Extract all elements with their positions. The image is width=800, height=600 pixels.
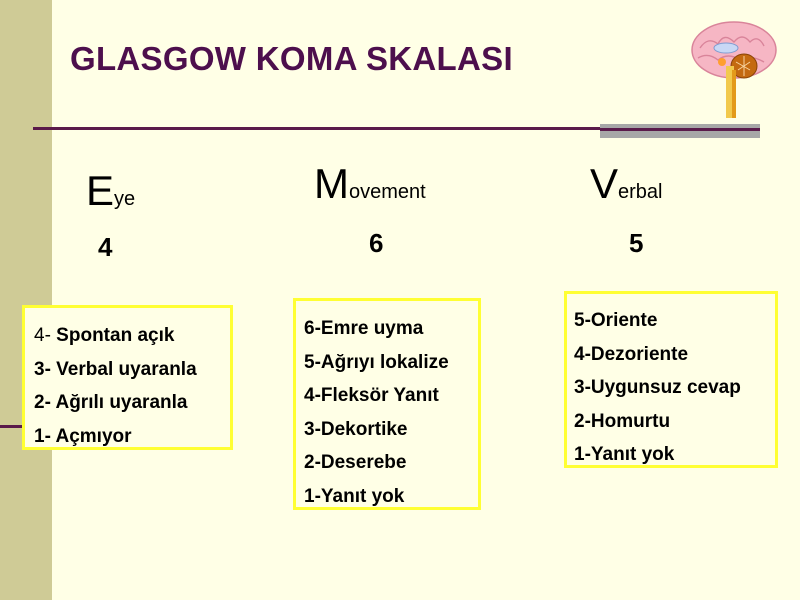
category-initial: M xyxy=(314,160,349,207)
movement-response-box xyxy=(293,298,481,510)
category-verbal xyxy=(590,160,663,207)
list-item: 1- Açmıyor xyxy=(34,425,132,447)
slide-title: GLASGOW KOMA SKALASI xyxy=(70,40,513,77)
category-eye xyxy=(86,167,136,214)
category-initial: V xyxy=(590,160,619,207)
list-item: 3-Uygunsuz cevap xyxy=(574,377,741,398)
list-item: 3- Verbal uyaranla xyxy=(34,358,197,380)
list-item: 4-Fleksör Yanıt xyxy=(304,385,439,406)
list-item: 4- Spontan açık xyxy=(34,325,175,346)
movement-response-list xyxy=(304,312,478,513)
left-sidebar-bar xyxy=(0,0,52,600)
verbal-score: 5 xyxy=(629,228,644,258)
category-rest: erbal xyxy=(618,181,663,203)
category-rest: ovement xyxy=(349,181,426,203)
divider-accent-line xyxy=(600,128,760,131)
category-initial: E xyxy=(86,167,115,214)
list-item: 1-Yanıt yok xyxy=(304,485,405,507)
list-item: 1-Yanıt yok xyxy=(574,444,675,465)
list-item: 3-Dekortike xyxy=(304,418,408,440)
list-item: 2-Deserebe xyxy=(304,452,407,473)
category-movement xyxy=(314,160,426,207)
eye-response-box xyxy=(22,305,233,450)
verbal-response-list xyxy=(574,304,775,472)
category-rest: ye xyxy=(114,188,136,210)
list-item: 6-Emre uyma xyxy=(304,318,424,339)
list-item: 2- Ağrılı uyaranla xyxy=(34,392,188,413)
list-item: 5-Ağrıyı lokalize xyxy=(304,351,449,373)
list-item: 5-Oriente xyxy=(574,310,658,331)
eye-response-list xyxy=(34,319,230,453)
list-item: 4-Dezoriente xyxy=(574,343,689,365)
brain-icon xyxy=(688,18,778,123)
divider-accent-block xyxy=(600,124,760,138)
verbal-response-box xyxy=(564,291,778,468)
movement-score: 6 xyxy=(369,228,384,258)
list-item: 2-Homurtu xyxy=(574,410,671,432)
eye-score: 4 xyxy=(98,232,113,262)
